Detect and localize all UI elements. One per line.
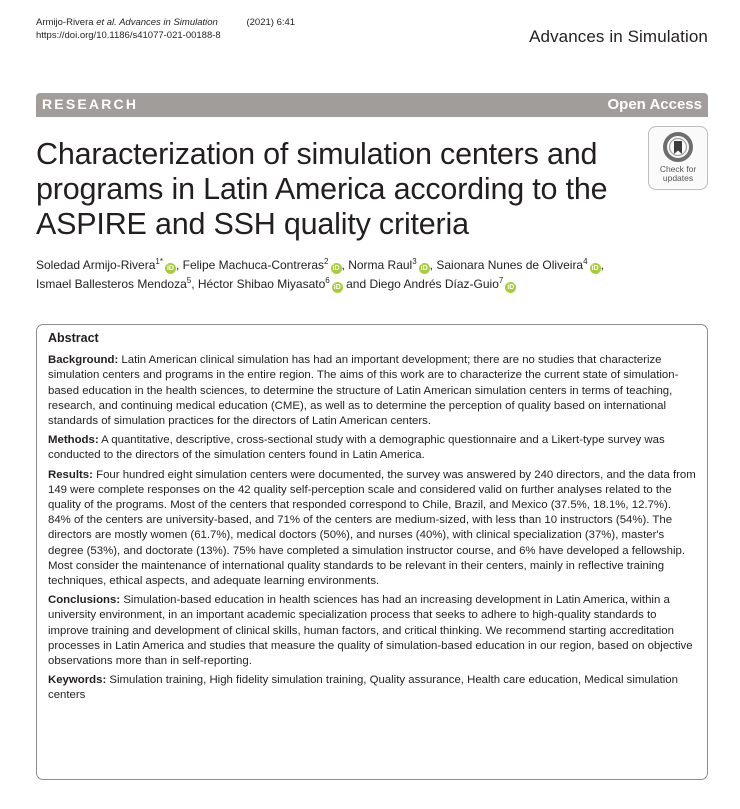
check-for-updates-text <box>649 165 707 183</box>
orcid-icon[interactable]: iD <box>332 265 340 272</box>
author-affiliation: 7 <box>498 276 504 285</box>
citation-journal: et al. Advances in Simulation <box>96 17 218 28</box>
orcid-icon[interactable]: iD <box>591 265 599 272</box>
results-text: Four hundred eight simulation centers were documented, the survey was answered by 240 directors, and the data from 149 were complete responses on the 42 quality self-perception scale and considered valid on further analyses related to the quality of the programs. Most of the centers that responded correspond to Chile, Brazil, and Mexico (37.5%, 18.1%, 12.7%). 84% of the centers are university-based, and 71% of the centers are medium-sized, with less than 10 instructors (54%). The directors are mostly women (61.7%), medical doctors (50%), and nurses (40%), with clinical specialization (37%), master's degree (53%), and doctorate (13%). 75% have completed a simulation instructor course, and 6% have developed a fellowship. Most consider the maintenance of international quality standards to be relevant in their centers, mainly in reflective training techniques, ethical aspects, and adequate learning environments. <box>48 468 696 588</box>
separator: , <box>175 258 180 272</box>
abstract-heading: Abstract <box>48 331 99 345</box>
results-label: Results: <box>48 468 93 481</box>
open-access-label: Open Access <box>607 96 702 113</box>
bookmark-ring-icon <box>649 127 707 165</box>
separator: , <box>429 258 434 272</box>
check-for-updates-line1: Check for <box>659 164 697 174</box>
author-name: Ismael Ballesteros Mendoza <box>36 277 187 291</box>
methods-label: Methods: <box>48 434 99 447</box>
abstract-keywords <box>48 673 696 703</box>
citation-authors: Armijo-Rivera <box>36 17 94 28</box>
background-text: Latin American clinical simulation has had an important development; there are no studies that characterize simulation centers and programs in the entire region. The aims of this work are to characterize the current state of simulation-based education in the health sciences, to determine the structure of Latin American simulation centers in terms of teaching, research, and continuing medical education (CME), as well as to determine the perception of quality based on international standards of simulation practices for the directors of Latin American centers. <box>48 354 679 428</box>
separator: , <box>341 258 345 272</box>
article-type-label: RESEARCH <box>42 96 139 112</box>
article-title: Characterization of simulation centers and programs in Latin America according to the ASPIRE and SSH quality criteria <box>36 137 608 241</box>
author-affiliation: 4 <box>583 257 588 266</box>
author-affiliation: 2 <box>324 257 329 266</box>
conclusions-label: Conclusions: <box>48 594 121 607</box>
orcid-icon[interactable]: iD <box>420 265 428 272</box>
abstract-conclusions <box>48 593 696 669</box>
abstract-background <box>48 353 696 429</box>
and-separator: and <box>346 277 367 291</box>
citation-line <box>36 16 295 29</box>
abstract-box <box>36 324 708 780</box>
author-affiliation: 3 <box>412 257 417 266</box>
separator: , <box>191 277 195 291</box>
author-name: Felipe Machuca-Contreras <box>182 258 325 272</box>
journal-name: Advances in Simulation <box>529 27 708 46</box>
doi-link[interactable]: https://doi.org/10.1186/s41077-021-00188-8 <box>36 30 221 41</box>
author-name: Saionara Nunes de Oliveira <box>436 258 584 272</box>
orcid-icon[interactable]: iD <box>166 265 174 272</box>
background-label: Background: <box>48 354 119 367</box>
author-name: Héctor Shibao Miyasato <box>197 277 326 291</box>
keywords-label: Keywords: <box>48 674 107 687</box>
orcid-icon[interactable]: iD <box>333 284 341 291</box>
check-for-updates-line2: updates <box>662 173 694 183</box>
author-affiliation: 5 <box>186 276 192 285</box>
article-type-banner <box>36 93 708 117</box>
author-name: Soledad Armijo-Rivera <box>36 258 156 272</box>
separator: , <box>600 258 604 272</box>
check-for-updates-button[interactable] <box>648 126 708 190</box>
author-name: Diego Andrés Díaz-Guio <box>369 277 499 291</box>
author-affiliation: 1* <box>155 257 163 266</box>
methods-text: A quantitative, descriptive, cross-sectional study with a demographic questionnaire and a Likert-type survey was conducted to the directors of the simulation centers found in Latin America. <box>48 434 665 462</box>
abstract-results <box>48 468 696 590</box>
author-list <box>36 256 716 294</box>
citation-year: (2021) 6:41 <box>246 17 296 28</box>
orcid-icon[interactable]: iD <box>507 284 515 291</box>
conclusions-text: Simulation-based education in health sciences has had an increasing development in Latin America, within a university environment, in an important academic specialization process that seeks to adhere to high-quality standards to improve training and development of clinical skills, human factors, and critical thinking. We recommend starting accreditation processes in Latin America and studies that measure the quality of simulation-based education in our region, based on objective observations more than in self-reporting. <box>48 594 693 668</box>
author-affiliation: 6 <box>325 276 330 285</box>
keywords-text: Simulation training, High fidelity simulation training, Quality assurance, Health care education, Medical simulation centers <box>48 674 678 702</box>
abstract-methods <box>48 433 696 463</box>
author-name: Norma Raul <box>348 258 413 272</box>
